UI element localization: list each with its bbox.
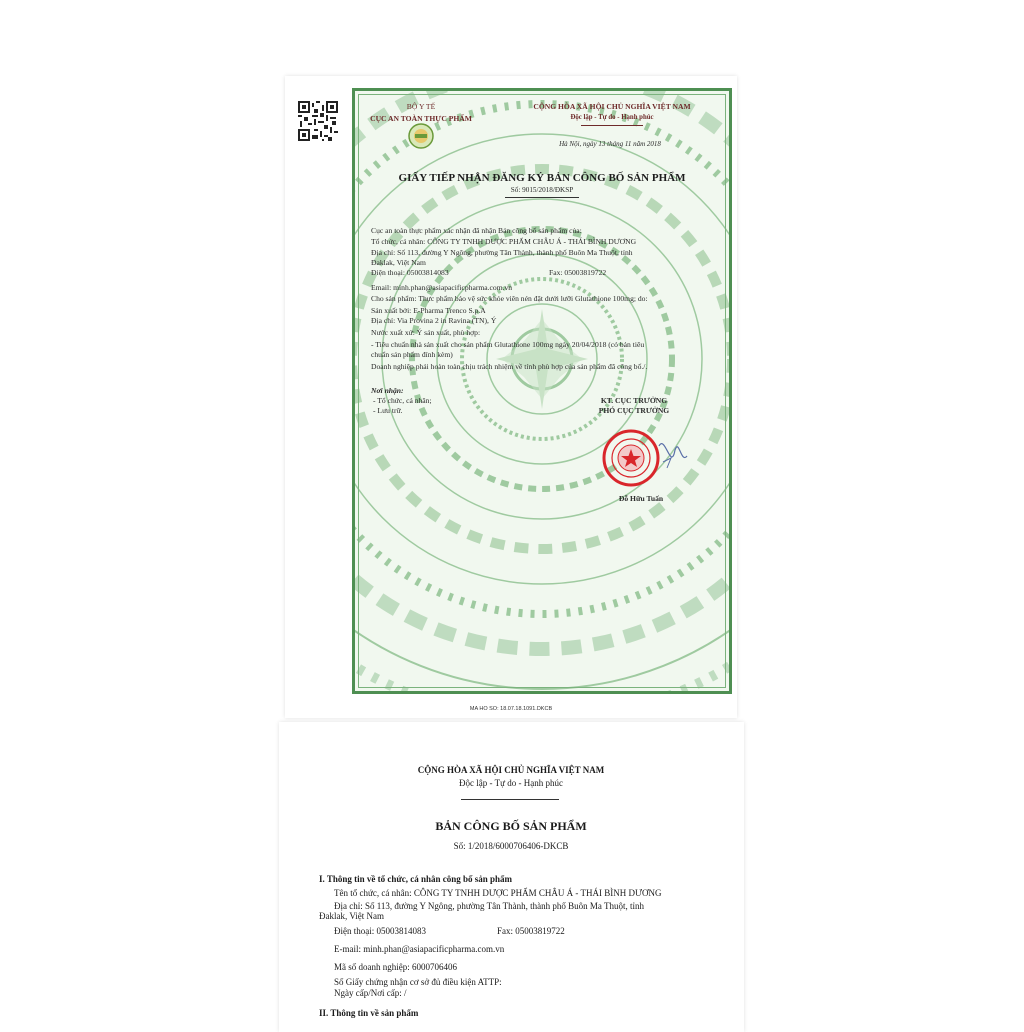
body-line: Cục an toàn thực phẩm xác nhận đã nhận Bản công bố sản phẩm của: [371,226,582,235]
body-line: Email: minh.phan@asiapacificpharma.com.vn [371,283,513,292]
address-cont: Đaklak, Việt Nam [319,911,385,921]
phone: Điện thoại: 05003814083 [334,926,426,936]
qr-code [298,101,338,141]
declaration-number: Số: 1/2018/6000706406-DKCB [453,841,569,851]
recipients-title: Nơi nhận: [371,386,404,395]
cert-number: Số Giấy chứng nhận cơ sở đủ điều kiện ATTP: [334,977,502,987]
body-line: Địa chỉ: Via Provina 2 in Ravina (TN), Ý [371,316,497,325]
fax: Fax: 05003819722 [497,926,565,936]
declaration-title: BẢN CÔNG BỐ SẢN PHẨM [435,819,587,833]
agency-logo-icon [408,123,434,149]
body-line: Cho sản phẩm: Thực phẩm bảo vệ sức khỏe viên nén đặt dưới lưỡi Glutathione 100mg; do: [371,294,648,303]
body-line: Sản xuất bởi: E-Pharma Trenco S.p.A [371,306,486,315]
ministry-name: BỘ Y TẾ [406,102,436,111]
org-name: Tên tổ chức, cá nhân: CÔNG TY TNHH DƯỢC PHẨM CHÂU Á - THÁI BÌNH DƯƠNG [334,888,662,898]
title-underline [505,197,579,198]
address: Địa chỉ: Số 113, đường Y Ngông, phường Tân Thành, thành phố Buôn Ma Thuột, tỉnh [334,901,645,911]
motto: Độc lập - Tự do - Hạnh phúc [570,114,654,121]
place-date: Hà Nội, ngày 13 tháng 11 năm 2018 [559,140,661,148]
body-line: Doanh nghiệp phải hoàn toàn chịu trách nhiệm về tính phù hợp của sản phẩm đã công bố./. [371,362,648,371]
signer-name: Đỗ Hữu Tuấn [618,494,664,503]
certificate-page [285,76,737,718]
fax: Fax: 05003819722 [549,268,607,277]
signer-title: KT. CỤC TRƯỞNG [600,396,668,405]
motto: Độc lập - Tự do - Hạnh phúc [459,778,563,788]
body-line: Nước xuất xứ: Ý sản xuất, phù hợp: [371,328,481,337]
body-line: Tổ chức, cá nhân: CÔNG TY TNHH DƯỢC PHẨM CHÂU Á - THÁI BÌNH DƯƠNG [371,237,637,246]
recipient-item: - Lưu trữ. [373,406,403,415]
email: E-mail: minh.phan@asiapacificpharma.com.vn [334,944,505,954]
phone: Điện thoại: 05003814083 [371,268,449,277]
certificate-title: GIẤY TIẾP NHẬN ĐĂNG KÝ BẢN CÔNG BỐ SẢN PHẨM [398,172,686,184]
body-line: chuẩn sản phẩm đính kèm) [371,350,453,359]
body-line: Đaklak, Việt Nam [371,258,426,267]
body-line: Địa chỉ: Số 113, đường Y Ngông, phường Tân Thành, thành phố Buôn Ma Thuột, tỉnh [371,248,633,257]
certificate-number: Số: 9015/2018/ĐKSP [510,186,574,194]
recipient-item: - Tổ chức, cá nhân; [373,396,432,405]
signer-position: PHÓ CỤC TRƯỞNG [598,406,670,415]
motto-underline [461,799,559,800]
motto-underline [581,125,643,126]
agency-name: CỤC AN TOÀN THỰC PHẨM [370,114,472,123]
official-seal-icon [601,428,691,490]
dossier-code: MA HO SO: 18.07.18.1091.DKCB [469,706,553,712]
section-heading: I. Thông tin về tổ chức, cá nhân công bố sản phẩm [319,874,513,884]
certificate-frame [352,88,732,694]
body-line: - Tiêu chuẩn nhà sản xuất cho sản phẩm Glutathione 100mg ngày 20/04/2018 (có bản tiêu [371,340,645,349]
republic-name: CỘNG HÒA XÃ HỘI CHỦ NGHĨA VIỆT NAM [533,102,691,111]
declaration-page [279,722,744,1032]
section-heading: II. Thông tin về sản phẩm [319,1008,419,1018]
business-code: Mã số doanh nghiệp: 6000706406 [334,962,457,972]
republic-name: CỘNG HÒA XÃ HỘI CHỦ NGHĨA VIỆT NAM [417,765,605,775]
issue-info: Ngày cấp/Nơi cấp: / [334,988,407,998]
